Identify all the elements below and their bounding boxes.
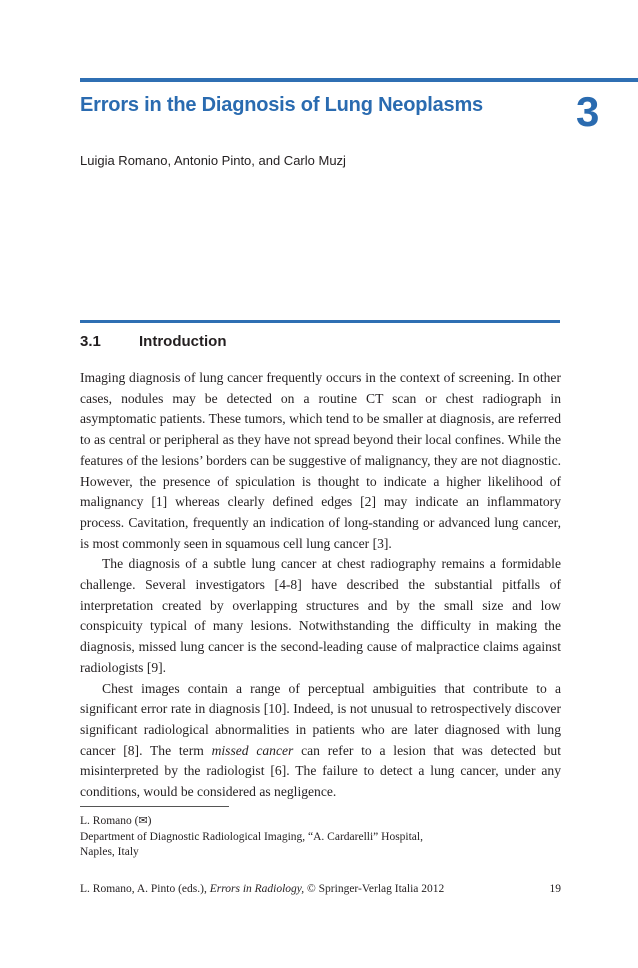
chapter-top-rule — [80, 78, 638, 82]
section-rule — [80, 320, 560, 323]
footnote — [80, 813, 560, 861]
section-title: Introduction — [139, 333, 227, 350]
envelope-icon[interactable]: ✉ — [138, 814, 148, 827]
section-heading — [80, 333, 226, 350]
paragraph-3-text: Chest images contain a range of perceptual ambiguities that contribute to a significant error rate in diagnosis [10]. Indeed, is not unusual to retrospectively discover significant radiological abnormalities in patients who are later diagnosed with lung cancer [8]. The term — [80, 680, 561, 758]
footer-publisher: © Springer-Verlag Italia 2012 — [304, 883, 445, 895]
paragraph-2: The diagnosis of a subtle lung cancer at chest radiography remains a formidable challenge. Several investigators [4-8] have described the substantial pitfalls of interpretation created by overlapping structures and by the small size and low conspicuity typical of many lesions. Notwithstanding the difficulty in making the diagnosis, missed lung cancer is the second-leading cause of malpractice claims against radiologists [9]. — [80, 556, 561, 675]
missed-cancer-term: missed cancer — [211, 742, 294, 758]
chapter-authors: Luigia Romano, Antonio Pinto, and Carlo Muzj — [80, 153, 346, 168]
footer-book-title: Errors in Radiology, — [209, 883, 305, 895]
paragraph-3-text-end: can refer to a lesion that was detected but misinterpreted by the radiologist [6]. The failure to detect a lung cancer, under any conditions, would be considered as negligence. — [80, 742, 562, 800]
chapter-title: Errors in the Diagnosis of Lung Neoplasms — [80, 94, 483, 116]
paragraph-3 — [80, 679, 561, 803]
footer-citation — [80, 883, 444, 895]
footnote-location: Naples, Italy — [80, 846, 139, 858]
footnote-author-close: ) — [147, 815, 152, 827]
footnote-author-line — [80, 813, 560, 830]
footnote-author: L. Romano ( — [80, 815, 139, 827]
footer-editors: L. Romano, A. Pinto (eds.), — [80, 883, 210, 895]
paragraph-1: Imaging diagnosis of lung cancer frequently occurs in the context of screening. In other cases, nodules may be detected on a routine CT scan or chest radiograph in asymptomatic patients. These tumors, which tend to be smaller at diagnosis, are referred to as central or peripheral as they have not spread beyond their local confines. While the features of the lesions’ borders can be suggestive of malignancy, they are not diagnostic. However, the presence of spiculation is thought to indicate a higher likelihood of malignancy [1] whereas clearly defined edges [2] may indicate an inflammatory process. Cavitation, frequently an indication of long-standing or advanced lung cancer, is most commonly seen in squamous cell lung cancer [3]. — [80, 370, 561, 551]
chapter-number: 3 — [576, 88, 600, 135]
footnote-affiliation: Department of Diagnostic Radiological Imaging, “A. Cardarelli” Hospital, — [80, 830, 423, 843]
page-number: 19 — [549, 883, 561, 895]
footnote-rule — [80, 806, 229, 807]
body-text — [80, 368, 561, 803]
section-number: 3.1 — [80, 333, 101, 350]
